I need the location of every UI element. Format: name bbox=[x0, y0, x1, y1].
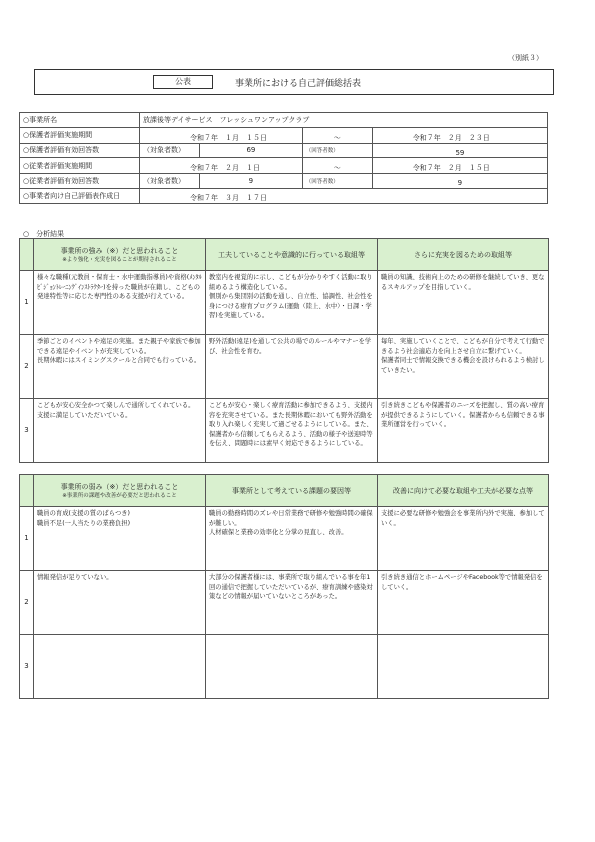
staff-target-label: （対象者数） bbox=[140, 174, 200, 189]
page-title: 事業所における自己評価総括表 bbox=[235, 79, 362, 89]
cell-weakness: 職員の育成(支援の質のばらつき) 職員不足(一人当たりの業務負担) bbox=[34, 507, 206, 571]
staff-period-from: 令和７年 ２月 １日 bbox=[140, 158, 303, 174]
strengths-col3-header: さらに充実を図るための取組等 bbox=[378, 239, 549, 271]
guardian-period-to: 令和７年 ２月 ２３日 bbox=[372, 127, 547, 143]
guardian-answer-label: （回答者数） bbox=[302, 143, 372, 158]
strengths-table bbox=[19, 238, 549, 463]
cell-enhancement: 引き続きこどもや保護者のニーズを把握し、質の高い療育が提供できるようにしていく。保護者からも信頼できる事業所運営を行っていく。 bbox=[378, 399, 549, 463]
strengths-corner bbox=[20, 239, 34, 271]
weaknesses-col3-header: 改善に向けて必要な取組や工夫が必要な点等 bbox=[378, 475, 549, 507]
title-box bbox=[34, 69, 554, 95]
cell-weakness: 情報発信が足りていない。 bbox=[34, 571, 206, 635]
row-number: 1 bbox=[20, 271, 34, 335]
staff-count-label: ○従業者評価有効回答数 bbox=[20, 174, 140, 189]
table-row bbox=[20, 335, 549, 399]
weaknesses-corner bbox=[20, 475, 34, 507]
annex-note: （別紙３） bbox=[508, 54, 543, 62]
weaknesses-col2-header: 事業所として考えている課題の要因等 bbox=[206, 475, 378, 507]
office-label: ○事業所名 bbox=[20, 113, 140, 128]
staff-period-label: ○従業者評価実施期間 bbox=[20, 158, 140, 174]
created-date: 令和７年 ３月 １７日 bbox=[140, 188, 548, 203]
cell-strength: 季節ごとのイベントや遠足の実施。また親子や家族で参加できる遠足やイベントが充実している。 長期休暇にはスイミングスクールと合同でも行っている。 bbox=[34, 335, 206, 399]
guardian-period-from: 令和７年 １月 １５日 bbox=[140, 127, 303, 143]
row-number: 3 bbox=[20, 635, 34, 699]
guardian-period-tilde: ～ bbox=[302, 127, 372, 143]
strengths-col1-header: 事業所の強み（※）だと思われること ※より強化・充実を図ることが期待されること bbox=[34, 239, 206, 271]
cell-enhancement: 職員の知識、技術向上のための研修を継続していき、更なるスキルアップを目指していく。 bbox=[378, 271, 549, 335]
guardian-period-label: ○保護者評価実施期間 bbox=[20, 127, 140, 143]
weaknesses-col1-header: 事業所の弱み（※）だと思われること ※事業所の課題や改善が必要だと思われること bbox=[34, 475, 206, 507]
staff-period-tilde: ～ bbox=[302, 158, 372, 174]
cell-strength: こどもが安心安全かつて楽しんで通所してくれている。 支援に満足していただいている。 bbox=[34, 399, 206, 463]
cell-strength: 様々な職種(元教員・保育士・水中運動指導員)や資格(ﾒﾝﾀﾙﾋﾞｼﾞｮﾝﾄﾚｰﾆﾝｸﾞｲﾝｽﾄﾗｸﾀｰ)を持った職員が在籍し、こどもの発達特性等に応じた専門性のある支援が行えている。 bbox=[34, 271, 206, 335]
table-row bbox=[20, 571, 549, 635]
guardian-target-value: 69 bbox=[200, 143, 303, 158]
cell-effort: 野外活動(遠足)を通して公共の場でのルールやマナーを学び、社会性を育む。 bbox=[206, 335, 378, 399]
cell-improvement bbox=[378, 635, 549, 699]
office-name: 放課後等デイサービス フレッシュワンアップクラブ bbox=[140, 113, 548, 128]
cell-effort: こどもが安心・楽しく療育活動に参加できるよう、支援内容を充実させている。また長期休暇においても野外活動を取り入れ楽しく充実して過ごせるようにしている。また、保護者から信頼してもらえるよう、活動の様子や送迎時等を伝え、問題時には素早く対応できるようにしている。 bbox=[206, 399, 378, 463]
staff-target-value: 9 bbox=[200, 174, 303, 189]
table-row bbox=[20, 507, 549, 571]
public-tag: 公表 bbox=[153, 75, 213, 89]
cell-weakness bbox=[34, 635, 206, 699]
cell-improvement: 支援に必要な研修や勉強会を事業所内外で実施、参加していく。 bbox=[378, 507, 549, 571]
staff-answer-value: 9 bbox=[372, 174, 547, 189]
row-number: 2 bbox=[20, 571, 34, 635]
guardian-answer-value: 59 bbox=[372, 143, 547, 158]
cell-cause: 大部分の保護者様には、事業所で取り組んでいる事を年1回の通信で把握していただいているが、療育訓練や感染対策などの情報が届いていないところがあった。 bbox=[206, 571, 378, 635]
table-row bbox=[20, 271, 549, 335]
analysis-heading: ○ 分析結果 bbox=[23, 230, 65, 238]
cell-improvement: 引き続き通信とホームページやFacebook等で情報発信をしていく。 bbox=[378, 571, 549, 635]
info-table bbox=[19, 112, 548, 204]
guardian-target-label: （対象者数） bbox=[140, 143, 200, 158]
created-label: ○事業者向け自己評価表作成日 bbox=[20, 188, 140, 203]
row-number: 2 bbox=[20, 335, 34, 399]
row-number: 3 bbox=[20, 399, 34, 463]
weaknesses-table bbox=[19, 474, 549, 699]
guardian-count-label: ○保護者評価有効回答数 bbox=[20, 143, 140, 158]
cell-enhancement: 毎年、実施していくことで、こどもが自分で考えて行動できるよう社会適応力を向上させ自立に繋げていく。 保護者同士で情報交換できる機会を設けられるよう検討していきたい。 bbox=[378, 335, 549, 399]
cell-cause: 職員の勤務時間のズレや日常業務で研修や勉強時間の確保が難しい。 人材確保と業務の効率化と分掌の見直し、改善。 bbox=[206, 507, 378, 571]
staff-period-to: 令和７年 ２月 １５日 bbox=[372, 158, 547, 174]
table-row bbox=[20, 635, 549, 699]
staff-answer-label: （回答者数） bbox=[302, 174, 372, 189]
strengths-col2-header: 工夫していることや意識的に行っている取組等 bbox=[206, 239, 378, 271]
table-row bbox=[20, 399, 549, 463]
cell-effort: 教室内を視覚的に示し、こどもが分かりやすく活動に取り組めるよう構造化している。 個別から集団別の活動を通し、自立性、協調性、社会性を身につける療育プログラム(運動（陸上、水中）・日課・学習)を実施している。 bbox=[206, 271, 378, 335]
row-number: 1 bbox=[20, 507, 34, 571]
cell-cause bbox=[206, 635, 378, 699]
